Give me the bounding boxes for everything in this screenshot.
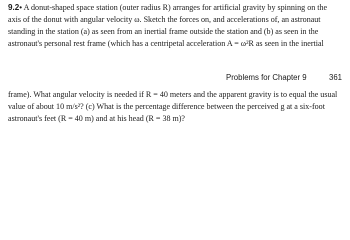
problem-line-3: standing in the station (a) as seen from an inertial frame outside the station and (b) as seen in the [8,26,319,36]
problem-line-4: astronaut's personal rest frame (which has a centripetal acceleration A = ω²R as seen in the inertial [8,38,324,48]
page-number: 361 [329,73,343,82]
problem-line-2: axis of the donut with angular velocity ω. Sketch the forces on, and accelerations of, an astronaut [8,14,321,24]
continuation-line-1: frame). What angular velocity is needed if R = 40 meters and the apparent gravity is to equal the usual [8,90,338,99]
problem-line-1: 9.2• A donut-shaped space station (outer radius R) arranges for artificial gravity by spinning on the [8,3,328,12]
running-head-title: Problems for Chapter 9 [226,73,307,82]
continuation-line-2: value of about 10 m/s²? (c) What is the percentage difference between the perceived g at a six-foot [8,101,325,111]
problem-continuation [8,89,346,125]
continuation-line-3: astronaut's feet (R = 40 m) and at his head (R = 38 m)? [8,113,186,123]
difficulty-bullet: • [19,3,23,12]
problem-statement [8,2,346,50]
problem-number: 9.2 [8,3,20,12]
